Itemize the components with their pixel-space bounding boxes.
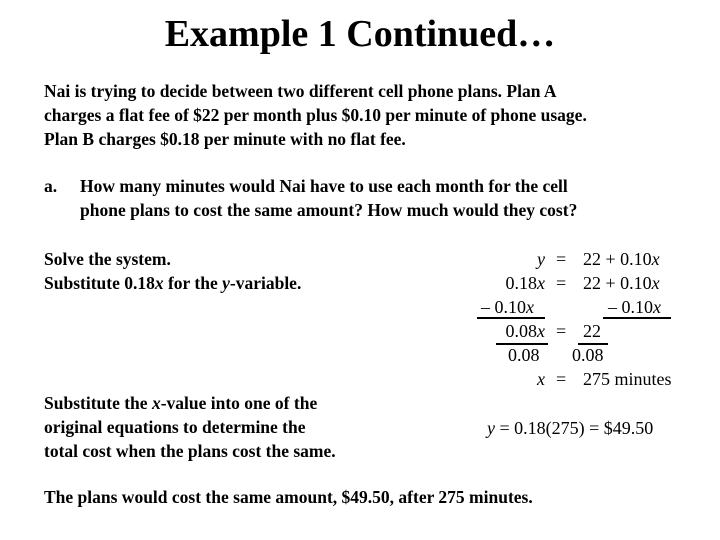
step-text: -value into one of the — [160, 393, 318, 413]
variable-x: x — [537, 273, 545, 293]
eq-divisor: 0.08 — [508, 345, 540, 365]
question-label: a. — [44, 176, 58, 196]
variable-x: x — [526, 297, 534, 317]
eq-text: – 0.10 — [481, 297, 526, 317]
variable-y: y — [222, 273, 230, 293]
problem-statement — [44, 79, 587, 151]
eq-text: 0.18 — [505, 273, 537, 293]
conclusion: The plans would cost the same amount, $49.50, after 275 minutes. — [44, 487, 533, 507]
eq-subtract-rhs — [608, 295, 661, 319]
question-text — [80, 174, 577, 222]
variable-x: x — [537, 321, 545, 341]
eq-lhs — [480, 271, 545, 295]
subtraction-underline — [603, 317, 671, 319]
variable-x: x — [154, 273, 164, 293]
step-substitute-instruction — [44, 391, 336, 463]
eq-subtract-lhs — [481, 295, 534, 319]
step-text: Substitute 0.18 — [44, 273, 155, 293]
step-text: for the — [163, 273, 223, 293]
eq-lhs — [480, 319, 545, 343]
eq-rhs — [583, 247, 660, 271]
variable-x: x — [537, 369, 545, 389]
eq-divisor: 0.08 — [572, 345, 604, 365]
variable-y: y — [537, 249, 545, 269]
problem-line: Plan B charges $0.18 per minute with no flat fee. — [44, 129, 406, 149]
eq-text: – 0.10 — [608, 297, 653, 317]
step-line — [44, 271, 301, 295]
eq-solution: 275 minutes — [583, 369, 672, 389]
eq-text: 22 + 0.10 — [583, 249, 652, 269]
step-line — [44, 391, 336, 415]
step-line: total cost when the plans cost the same. — [44, 441, 336, 461]
variable-x: x — [651, 249, 660, 269]
eq-rhs — [583, 271, 660, 295]
eq-sign: = — [556, 273, 567, 293]
eq-text: 0.08 — [505, 321, 537, 341]
question-line: How many minutes would Nai have to use each month for the cell — [80, 176, 568, 196]
eq-rhs: 22 — [583, 321, 601, 341]
slide-title: Example 1 Continued… — [164, 13, 556, 55]
step-text: Substitute the — [44, 393, 152, 413]
step-line: original equations to determine the — [44, 417, 306, 437]
variable-x: x — [653, 297, 661, 317]
variable-x: x — [151, 393, 161, 413]
problem-line: Nai is trying to decide between two different cell phone plans. Plan A — [44, 81, 557, 101]
step-text: -variable. — [229, 273, 302, 293]
eq-sign: = — [556, 369, 567, 389]
eq-text: 22 + 0.10 — [583, 273, 652, 293]
question-line: phone plans to cost the same amount? How much would they cost? — [80, 200, 578, 220]
eq-text: = 0.18(275) = $49.50 — [495, 418, 654, 438]
variable-y: y — [487, 418, 495, 438]
cost-equation — [487, 416, 653, 440]
variable-x: x — [651, 273, 660, 293]
step-solve-instruction — [44, 247, 301, 295]
problem-line: charges a flat fee of $22 per month plus $0.10 per minute of phone usage. — [44, 105, 587, 125]
eq-lhs — [500, 247, 545, 271]
eq-sign: = — [556, 321, 567, 341]
step-line: Solve the system. — [44, 249, 171, 269]
eq-lhs — [500, 367, 545, 391]
eq-sign: = — [556, 249, 567, 269]
